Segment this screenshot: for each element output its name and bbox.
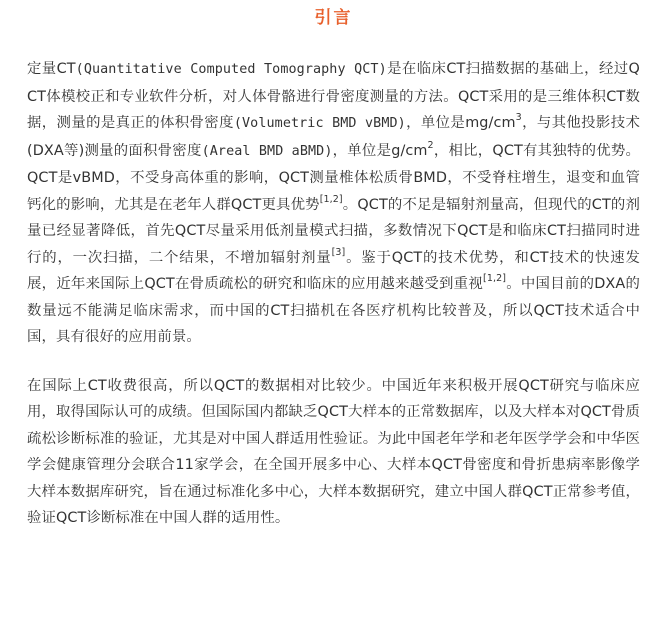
text-run: ，单位是mg/cm	[405, 115, 516, 131]
text-run: 。鉴于QCT的技术优势，和CT技术的快速发展，近年来国际上QCT在骨质疏松的研究和临床的应用越来越受到重视	[27, 249, 640, 292]
text-run-latin: (Areal BMD aBMD)	[201, 143, 333, 159]
text-run: 是在临床CT扫描数据的基础上，经过QCT体模校正和专业软件分析，对人体骨骼进行骨密度测量的方法。QCT采用的是三维体积CT数据，测量的是真正的体积骨密度	[27, 61, 640, 131]
text-run: ，与其他投影技术(DXA等)测量的面积骨密度	[27, 115, 640, 159]
citation-ref[interactable]: [1,2]	[483, 273, 507, 285]
unit-exponent: 2	[427, 139, 434, 151]
text-run: 。中国目前的DXA的数量远不能满足临床需求，而中国的CT扫描机在各医疗机构比较普及，所以QCT技术适合中国，具有很好的应用前景。	[27, 276, 640, 345]
text-run-latin: (Quantitative Computed Tomography QCT)	[75, 62, 387, 77]
citation-ref[interactable]: [3]	[331, 246, 346, 258]
text-run: 。QCT的不足是辐射剂量高，但现代的CT的剂量已经显著降低，首先QCT尽量采用低剂量模式扫描，多数情况下QCT是和临床CT扫描同时进行的，一次扫描，二个结果，不增加辐射剂量	[27, 196, 640, 266]
article-title: 引言	[314, 8, 353, 28]
paragraph-intro	[27, 56, 640, 351]
unit-exponent: 3	[515, 112, 522, 124]
text-run-latin: (Volumetric BMD vBMD)	[233, 116, 406, 131]
text-run: ，单位是g/cm	[332, 142, 428, 159]
text-run: 定量CT	[27, 61, 76, 77]
paragraph-background: 在国际上CT收费很高，所以QCT的数据相对比较少。中国近年来积极开展QCT研究与临床应用，取得国际认可的成绩。但国际国内都缺乏QCT大样本的正常数据库，以及大样本对QCT骨质疏松诊断标准的验证，尤其是对中国人群适用性验证。为此中国老年学和老年医学学会和中华医学会健康管理分会联合11家学会，在全国开展多中心、大样本QCT骨密度和骨折患病率影像学大样本数据库研究，旨在通过标准化多中心，大样本数据研究，建立中国人群QCT正常参考值，验证QCT诊断标准在中国人群的适用性。	[27, 377, 640, 526]
text-run: ，相比，QCT有其独特的优势。QCT是vBMD，不受身高体重的影响，QCT测量椎体松质骨BMD，不受脊柱增生，退变和血管钙化的影响，尤其是在老年人群QCT更具优势	[27, 142, 641, 213]
citation-ref[interactable]: [1,2]	[319, 193, 343, 205]
